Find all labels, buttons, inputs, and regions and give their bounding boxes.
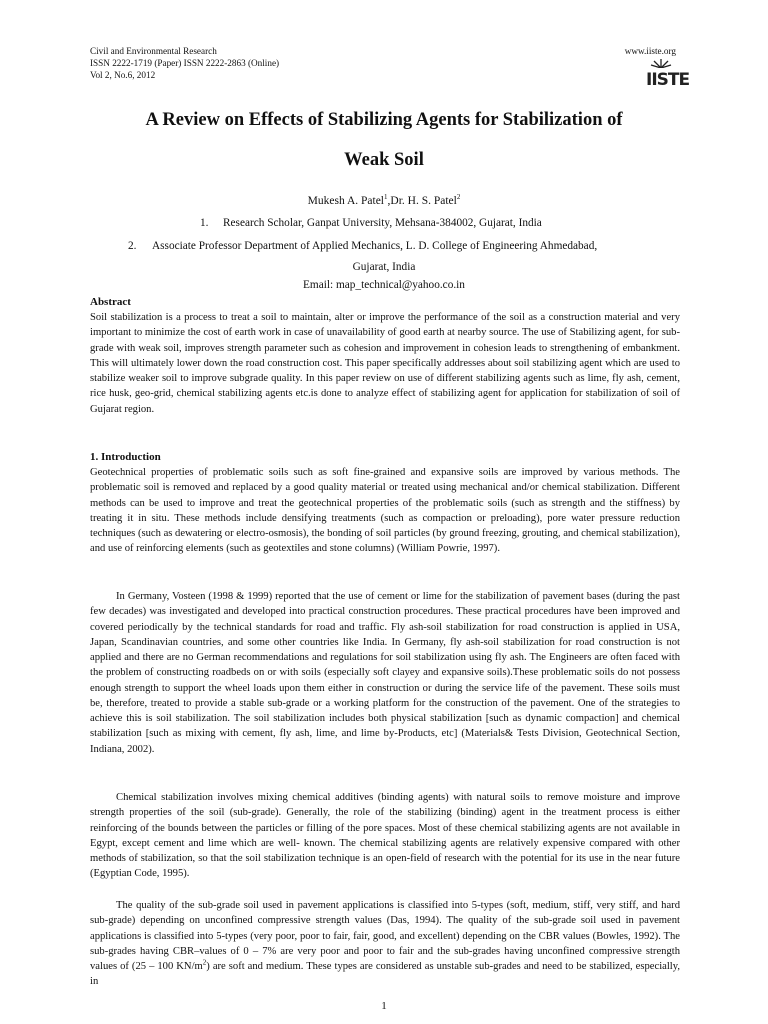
affiliation-number: 1. bbox=[200, 217, 209, 229]
title-line-2: Weak Soil bbox=[344, 150, 424, 170]
author-separator: , bbox=[387, 195, 391, 207]
intro-paragraph-3: Chemical stabilization involves mixing chemical additives (binding agents) with natural soils to remove moisture and improve strength properties of the soil (sub-grade). Generally, the role of the stabilizing (binding) agent in the treatment process is either reinforcing of the bounds between the particles or filling of the pore spaces. Most of these chemical stabilizing agents are not available in Egypt, except cement and lime which are well- known. The chemical stabilizing agents are relatively expensive compared with other methods of stabilization, so that the soil stabilization technique is an open-field of research with the potential for its use in the near future (Egyptian Code, 1995). bbox=[90, 792, 680, 880]
journal-header bbox=[90, 45, 279, 81]
logo-rays-icon bbox=[650, 58, 672, 68]
unit-superscript: 2 bbox=[202, 958, 207, 967]
journal-volume: Vol 2, No.6, 2012 bbox=[90, 70, 156, 80]
intro-paragraph-1: Geotechnical properties of problematic soils such as soft fine-grained and expansive soils are improved by various methods. The problematic soil is removed and replaced by a good quality material or treated using mechanical and/or chemical stabilization. Different methods can be used to improve and treat the geotechnical properties of the problematic soils (such as strength and the stiffness) by treating it in situ. These methods include densifying treatments (such as compaction or preloading), pore water pressure reduction techniques (such as dewatering or electro-osmosis), the bonding of soil particles (by ground freezing, grouting, and chemical stabilization), and use of reinforcing elements (such as geotextiles and stone columns) (William Powrie, 1997). bbox=[90, 467, 680, 555]
publisher-website[interactable]: www.iiste.org bbox=[624, 46, 676, 56]
logo-wordmark: IISTE bbox=[646, 70, 690, 90]
affiliation-2-line-2: Gujarat, India bbox=[352, 261, 416, 273]
iiste-logo bbox=[646, 58, 690, 90]
abstract-text: Soil stabilization is a process to treat a soil to maintain, alter or improve the performance of the soil as a construction material and very important to minimize the cost of earth work in case of unavailability of good earth at nearby source. The use of Stabilizing agent, for sub-grade with weak soil, improves strength parameter such as cohesion and improvement in cohesion leads to strengthening of embankment. This will ultimately lower down the road construction cost. This paper specifically addresses about soil stabilizing agent which are used to stabilize weaker soil to improve subgrade quality. In this paper review on use of different stabilizing agents such as lime, fly ash, cement, rice husk, geo-grid, chemical stabilizing agents etc.is done to analyze effect of stabilizing agent for application for stabilization of soil of Gujarat region. bbox=[90, 312, 680, 415]
author-1: Mukesh A. Patel bbox=[307, 195, 385, 207]
journal-name: Civil and Environmental Research bbox=[90, 46, 217, 56]
page-number: 1 bbox=[381, 1000, 387, 1012]
affiliation-number: 2. bbox=[128, 240, 137, 252]
author-2-affil-mark: 2 bbox=[456, 193, 461, 202]
abstract-heading: Abstract bbox=[90, 296, 131, 308]
author-2: Dr. H. S. Patel bbox=[390, 195, 457, 207]
title-line-1: A Review on Effects of Stabilizing Agents for Stabilization of bbox=[145, 110, 623, 130]
author-1-affil-mark: 1 bbox=[384, 193, 388, 202]
author-list bbox=[90, 195, 678, 207]
journal-issn: ISSN 2222-1719 (Paper) ISSN 2222-2863 (Online) bbox=[90, 58, 280, 68]
publisher-header bbox=[624, 45, 690, 90]
paper-title bbox=[90, 100, 678, 180]
intro-paragraph-4-part-a: The quality of the sub-grade soil used in pavement applications is classified into 5-types (soft, medium, stiff, very stiff, and hard sub-grade) depending on unconfined compressive strength values (Das, 1994). The quality of the sub-grade soil used in pavement applications is classified into 5-types (very poor, poor to fair, fair, good, and excellent) depending on the CBR values (Bowles, 1992). The sub-grades having CBR–values of 0 – 7% are very poor and poor to fair and the sub-grades having unconfined compressive strength values of (25 – 100 KN/m bbox=[90, 900, 680, 972]
intro-paragraph-2: In Germany, Vosteen (1998 & 1999) reported that the use of cement or lime for the stabilization of pavement bases (during the past few decades) was investigated and developed into practical construction procedures. These practical procedures have been improved and covered periodically by the technical standards for road and traffic. Fly ash-soil stabilization for road construction is applied in USA, Japan, Scandinavian countries, and some other countries like India. In Germany, fly ash-soil stabilization for road construction is not applied and there are no German recommendations and regulations for soil stabilization using fly ash. The Engineers are often faced with the problem of constructing roadbeds on or with soils (especially soft clayey and expansive soils).These problematic soils do not possess enough strength to support the wheel loads upon them either in construction or during the service life of the pavement. These soils must be, therefore, treated to provide a stable sub-grade or a working platform for the construction of the pavement. One of the strategies to achieve this is soil stabilization. The soil stabilization includes both physical stabilization [such as dynamic compaction] and chemical stabilization [such as mixing with cement, fly ash, lime, and lime by-Products, etc] (Materials& Tests Division, Geotechnical Section, Indiana, 2002). bbox=[90, 591, 680, 755]
affiliation-text: Associate Professor Department of Applied Mechanics, L. D. College of Engineering Ahmedabad, bbox=[152, 240, 598, 252]
intro-paragraph-4 bbox=[90, 898, 680, 990]
affiliation-text: Research Scholar, Ganpat University, Mehsana-384002, Gujarat, India bbox=[223, 217, 542, 229]
introduction-heading: 1. Introduction bbox=[90, 451, 161, 463]
intro-paragraph-4-part-b: ) are soft and medium. These types are considered as unstable sub-grades and need to be stabilized, especially, in bbox=[90, 961, 680, 988]
contact-email[interactable]: Email: map_technical@yahoo.co.in bbox=[303, 279, 465, 291]
